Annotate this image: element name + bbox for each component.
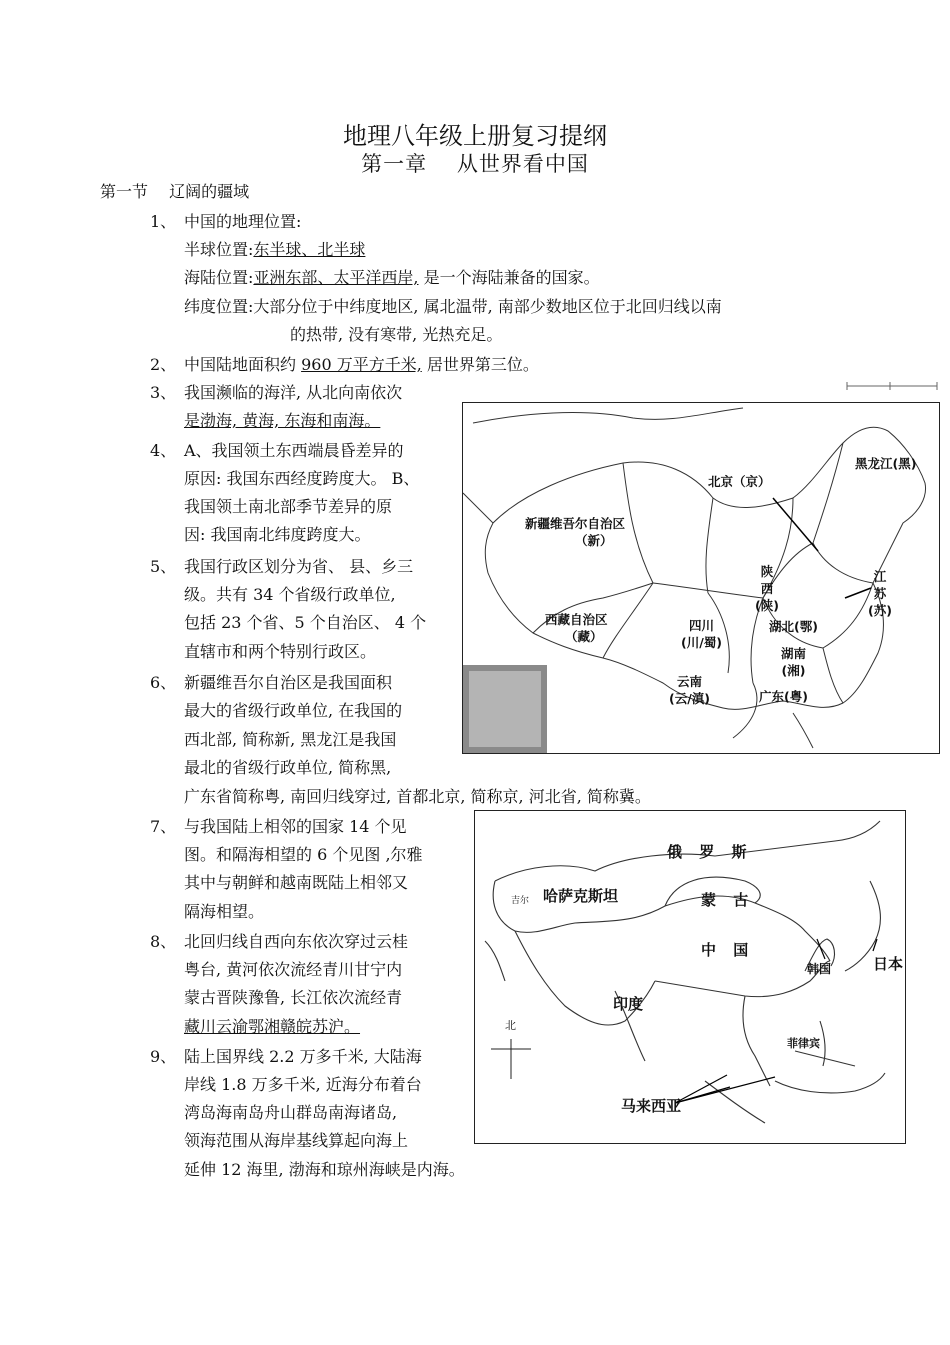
item-text: 直辖市和两个特别行政区。	[184, 642, 377, 661]
map-label-japan: 日本	[873, 955, 904, 973]
item-text: 原因: 我国东西经度跨度大。 B、	[184, 469, 420, 488]
item-text: 新疆维吾尔自治区是我国面积	[184, 673, 393, 692]
map-label-xizang-abbr: （藏）	[565, 629, 603, 644]
item-number: 4、	[150, 441, 177, 460]
item-text: 因: 我国南北纬度跨度大。	[184, 525, 371, 544]
chapter-heading: 第一章 从世界看中国	[361, 152, 589, 176]
map-label-shaanxi: 陕 西 (陕)	[755, 564, 779, 613]
latitude-line-2: 的热带, 没有寒带, 光热充足。	[290, 325, 503, 344]
map-label-beijing: 北京（京）	[708, 474, 771, 489]
item-number: 9、	[150, 1047, 177, 1066]
field-label: 纬度位置:	[184, 297, 254, 316]
compass-north: 北	[505, 1019, 516, 1032]
map-label-yunnan: 云南 (云/滇)	[669, 674, 710, 706]
text: 大部分位于中纬度地区, 属北温带, 南部少数地区位于北回归线以南	[253, 297, 722, 316]
map-label-xizang: 西藏自治区	[545, 612, 608, 627]
item-number: 7、	[150, 817, 177, 836]
item-number: 3、	[150, 383, 177, 402]
item-text: 陆上国界线 2.2 万多千米, 大陆海	[184, 1047, 422, 1066]
map-label-russia: 俄 罗 斯	[667, 843, 753, 861]
item-number: 1、	[150, 212, 177, 231]
map-label-china: 中 国	[701, 941, 755, 959]
item-text: 藏川云渝鄂湘赣皖苏沪。	[184, 1017, 361, 1036]
map-label-hunan: 湖南 (湘)	[781, 646, 807, 678]
item-text: 岸线 1.8 万多千米, 近海分布着台	[184, 1075, 422, 1094]
map-label-philippines: 菲律宾	[787, 1037, 820, 1050]
item-text: 湾岛海南岛舟山群岛南海诸岛,	[184, 1103, 398, 1122]
map-label-malaysia: 马来西亚	[621, 1097, 682, 1115]
hemisphere-line	[184, 240, 365, 260]
field-label: 半球位置:	[184, 240, 254, 259]
item-number: 2、	[150, 355, 177, 374]
item-text: 我国领土南北部季节差异的原	[184, 497, 393, 516]
item-text: 包括 23 个省、5 个自治区、 4 个	[184, 613, 427, 632]
latitude-line	[184, 297, 722, 317]
map-label-heilongjiang: 黑龙江(黑)	[855, 456, 917, 471]
item-text: 粤台, 黄河依次流经青川甘宁内	[184, 960, 403, 979]
text: 居世界第三位。	[421, 355, 539, 374]
item-text: 领海范围从海岸基线算起向海上	[184, 1131, 409, 1150]
item-text	[184, 355, 539, 375]
item-text: 延伸 12 海里, 渤海和琼州海峡是内海。	[184, 1160, 465, 1179]
item-text: 北回归线自西向东依次穿过云桂	[184, 932, 409, 951]
item-text: 蒙古晋陕豫鲁, 长江依次流经青	[184, 988, 403, 1007]
item-text: 其中与朝鲜和越南既陆上相邻又	[184, 873, 409, 892]
text: 是一个海陆兼备的国家。	[418, 268, 600, 287]
field-label: 海陆位置:	[184, 268, 254, 287]
page-title: 地理八年级上册复习提纲	[343, 122, 607, 150]
map-label-korea: 韩国	[807, 962, 832, 976]
item-text: 广东省简称粤, 南回归线穿过, 首都北京, 简称京, 河北省, 简称冀。	[184, 787, 651, 806]
answer: 东半球、北半球	[253, 240, 366, 259]
map-label-mongolia: 蒙 古	[701, 891, 755, 909]
section-heading: 第一节 辽阔的疆域	[100, 182, 250, 201]
asia-neighbors-map	[474, 810, 906, 1144]
item-number: 5、	[150, 557, 177, 576]
answer: 960 万平方千米,	[301, 355, 422, 374]
item-number: 6、	[150, 673, 177, 692]
item-text: 中国的地理位置:	[184, 212, 302, 231]
item-text: 级。共有 34 个省级行政单位,	[184, 585, 396, 604]
map-label-xinjiang: 新疆维吾尔自治区	[525, 516, 626, 531]
map-label-hubei: 湖北(鄂)	[769, 619, 818, 634]
map-label-xinjiang-abbr: （新）	[575, 533, 613, 548]
item-text: A、我国领土东西端晨昏差异的	[184, 441, 404, 460]
item-text: 西北部, 简称新, 黑龙江是我国	[184, 730, 397, 749]
china-province-map	[462, 402, 940, 754]
item-text: 我国濒临的海洋, 从北向南依次	[184, 383, 403, 402]
item-text: 是渤海, 黄海, 东海和南海。	[184, 411, 381, 430]
text: 中国陆地面积约	[184, 355, 302, 374]
item-text: 与我国陆上相邻的国家 14 个见	[184, 817, 407, 836]
item-text: 最大的省级行政单位, 在我国的	[184, 701, 403, 720]
map-label-sichuan: 四川 (川/蜀)	[681, 618, 722, 650]
map-label-guangdong: 广东(粤)	[759, 689, 808, 704]
answer: 亚洲东部、太平洋西岸,	[253, 268, 419, 287]
item-number: 8、	[150, 932, 177, 951]
map-label-small-country: 吉尔	[511, 896, 530, 906]
sea-land-line	[184, 268, 600, 288]
item-text: 最北的省级行政单位, 简称黑,	[184, 758, 392, 777]
item-text: 我国行政区划分为省、 县、乡三	[184, 557, 414, 576]
map-label-jiangsu: 江 苏 (苏)	[868, 569, 892, 618]
map-label-kazakhstan: 哈萨克斯坦	[543, 887, 619, 905]
item-text: 隔海相望。	[184, 902, 265, 921]
scale-bar	[845, 378, 940, 394]
item-text: 图。和隔海相望的 6 个见图 ,尔雅	[184, 845, 423, 864]
map-label-india: 印度	[613, 995, 644, 1013]
